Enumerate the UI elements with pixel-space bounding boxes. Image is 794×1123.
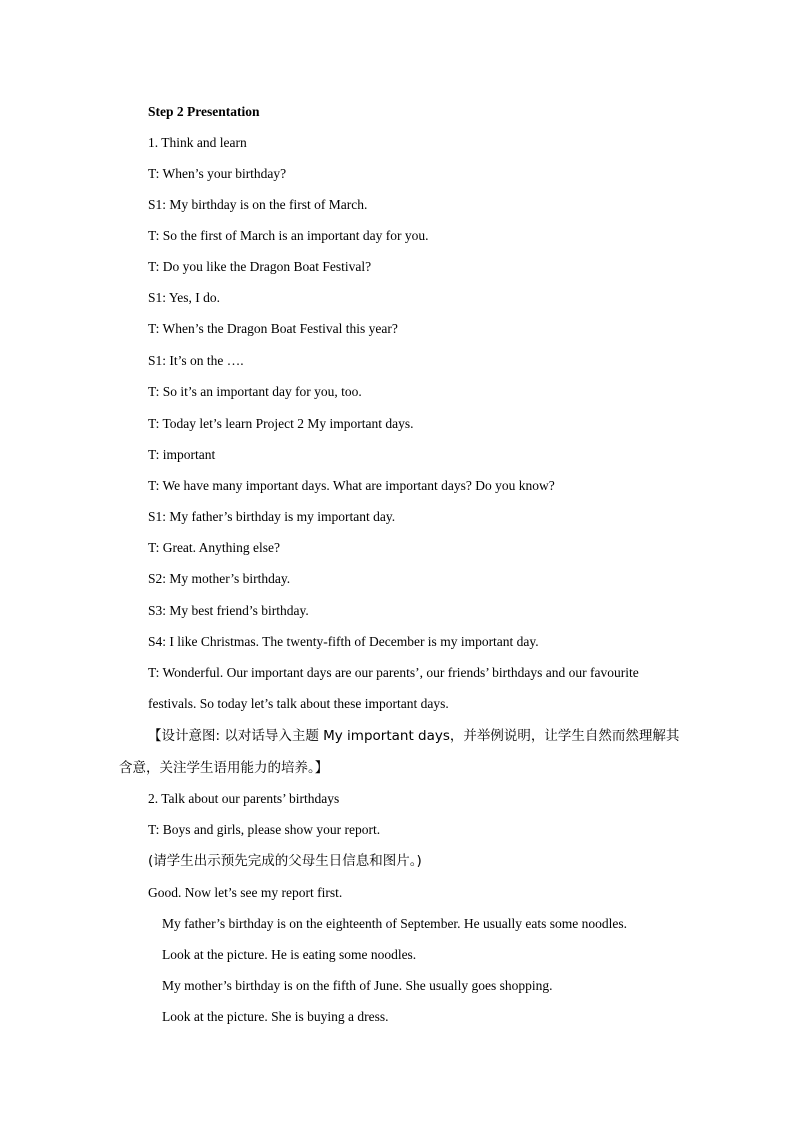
section-2-line: T: Boys and girls, please show your report. xyxy=(148,822,381,837)
dialogue-line: T: important xyxy=(148,447,216,462)
dialogue-line: S1: Yes, I do. xyxy=(148,290,221,305)
step-title: Step 2 Presentation xyxy=(148,104,260,119)
dialogue-line: S1: It’s on the …. xyxy=(148,353,244,368)
section-2-title: 2. Talk about our parents’ birthdays xyxy=(148,791,340,806)
dialogue-line: S3: My best friend’s birthday. xyxy=(148,603,309,618)
dialogue-line: T: Do you like the Dragon Boat Festival? xyxy=(148,259,372,274)
dialogue-line: S1: My birthday is on the first of March. xyxy=(148,197,368,212)
dialogue-line: T: Today let’s learn Project 2 My important days. xyxy=(148,416,414,431)
section-2-line: Good. Now let’s see my report first. xyxy=(148,885,343,900)
design-intent-line-2: 含意，关注学生语用能力的培养。】 xyxy=(119,760,329,776)
dialogue-line: festivals. So today let’s talk about these important days. xyxy=(148,696,449,711)
dialogue-line: S2: My mother’s birthday. xyxy=(148,571,291,586)
report-line: My mother’s birthday is on the fifth of June. She usually goes shopping. xyxy=(162,978,553,993)
dialogue-line: T: Wonderful. Our important days are our parents’, our friends’ birthdays and our favourite xyxy=(148,665,639,680)
dialogue-line: T: Great. Anything else? xyxy=(148,540,281,555)
teacher-instruction: (请学生出示预先完成的父母生日信息和图片。) xyxy=(148,853,422,869)
dialogue-line: S1: My father’s birthday is my important day. xyxy=(148,509,396,524)
dialogue-line: T: We have many important days. What are important days? Do you know? xyxy=(148,478,555,493)
report-line: My father’s birthday is on the eighteenth of September. He usually eats some noodles. xyxy=(162,916,628,931)
dialogue-line: T: When’s the Dragon Boat Festival this year? xyxy=(148,321,398,336)
dialogue-line: T: When’s your birthday? xyxy=(148,166,287,181)
report-line: Look at the picture. He is eating some noodles. xyxy=(162,947,417,962)
report-line: Look at the picture. She is buying a dress. xyxy=(162,1009,389,1024)
section-1-title: 1. Think and learn xyxy=(148,135,247,150)
dialogue-line: S4: I like Christmas. The twenty-fifth of December is my important day. xyxy=(148,634,539,649)
design-intent-line-1: 【设计意图: 以对话导入主题 My important days，并举例说明，让学生自然而然理解其 xyxy=(148,728,680,744)
dialogue-line: T: So it’s an important day for you, too. xyxy=(148,384,362,399)
dialogue-line: T: So the first of March is an important day for you. xyxy=(148,228,429,243)
